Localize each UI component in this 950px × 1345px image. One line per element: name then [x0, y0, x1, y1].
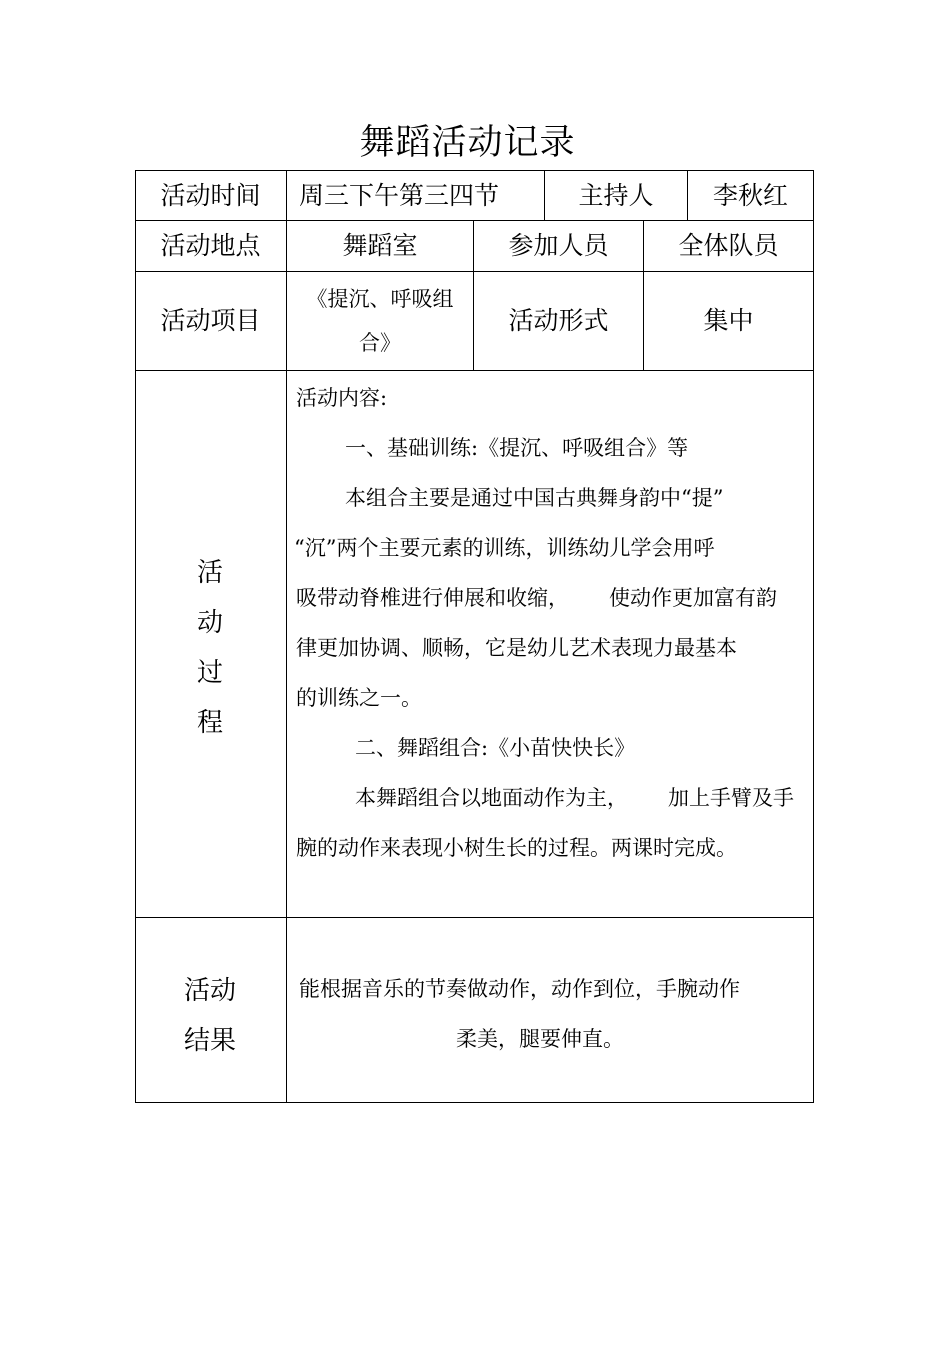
form-label-text: 活动形式: [508, 306, 609, 335]
time-label: [135, 170, 286, 221]
place-value-text: 舞蹈室: [342, 231, 418, 260]
host-value: [688, 170, 813, 221]
border-right: [813, 170, 814, 1103]
participants-label: [474, 221, 643, 271]
host-label-text: 主持人: [578, 180, 654, 210]
document-title: 舞蹈活动记录: [359, 123, 576, 163]
participants-label-text: 参加人员: [508, 231, 609, 260]
content-line: 腕的动作来表现小树生长的过程。两课时完成。: [296, 836, 737, 860]
result-label-line2: 结果: [183, 1026, 236, 1056]
form-label: [474, 272, 643, 370]
place-label: [135, 221, 286, 271]
result-line2: 柔美，腿要伸直。: [456, 1027, 624, 1051]
content-line: 律更加协调、顺畅，它是幼儿艺术表现力最基本: [296, 636, 737, 660]
item-value: [287, 272, 473, 370]
result-line1: 能根据音乐的节奏做动作，动作到位，手腕动作: [299, 977, 740, 1001]
time-label-text: 活动时间: [160, 180, 261, 210]
process-label-char-2: 动: [196, 608, 223, 638]
item-value-line1: 《提沉、呼吸组: [306, 287, 454, 311]
place-label-text: 活动地点: [160, 231, 261, 260]
result-label-line1: 活动: [183, 976, 236, 1006]
content-line: 本舞蹈组合以地面动作为主， 加上手臂及手: [355, 786, 795, 810]
process-label-char-3: 过: [196, 658, 223, 688]
participants-value: [644, 221, 813, 271]
form-value: [644, 272, 813, 370]
content-line: 一、基础训练:《提沉、呼吸组合》等: [345, 436, 689, 460]
content-line: 本组合主要是通过中国古典舞身韵中“提”: [345, 486, 724, 510]
border-bottom: [135, 1102, 814, 1103]
place-value: [287, 221, 473, 271]
process-label-char-4: 程: [196, 708, 223, 738]
content-line: “沉”两个主要元素的训练，训练幼儿学会用呼: [294, 536, 715, 560]
content-line: 活动内容:: [296, 386, 388, 410]
content-line: 二、舞蹈组合:《小苗快快长》: [355, 736, 636, 760]
item-label: [135, 272, 286, 370]
process-content: [294, 373, 804, 873]
time-value-text: 周三下午第三四节: [299, 180, 500, 210]
participants-value-text: 全体队员: [678, 231, 779, 260]
item-value-line2: 合》: [359, 331, 401, 355]
content-line: 的训练之一。: [296, 686, 422, 710]
row-divider-3: [135, 370, 814, 371]
host-label: [545, 170, 687, 221]
item-label-text: 活动项目: [160, 306, 261, 335]
result-content: [290, 964, 760, 1064]
content-line: 吸带动脊椎进行伸展和收缩， 使动作更加富有韵: [296, 586, 778, 610]
process-label-char-1: 活: [196, 558, 223, 588]
activity-record-table: [135, 170, 814, 1103]
row-divider-4: [135, 917, 814, 918]
host-value-text: 李秋红: [712, 180, 788, 210]
time-value: [299, 170, 544, 221]
form-value-text: 集中: [703, 306, 754, 335]
